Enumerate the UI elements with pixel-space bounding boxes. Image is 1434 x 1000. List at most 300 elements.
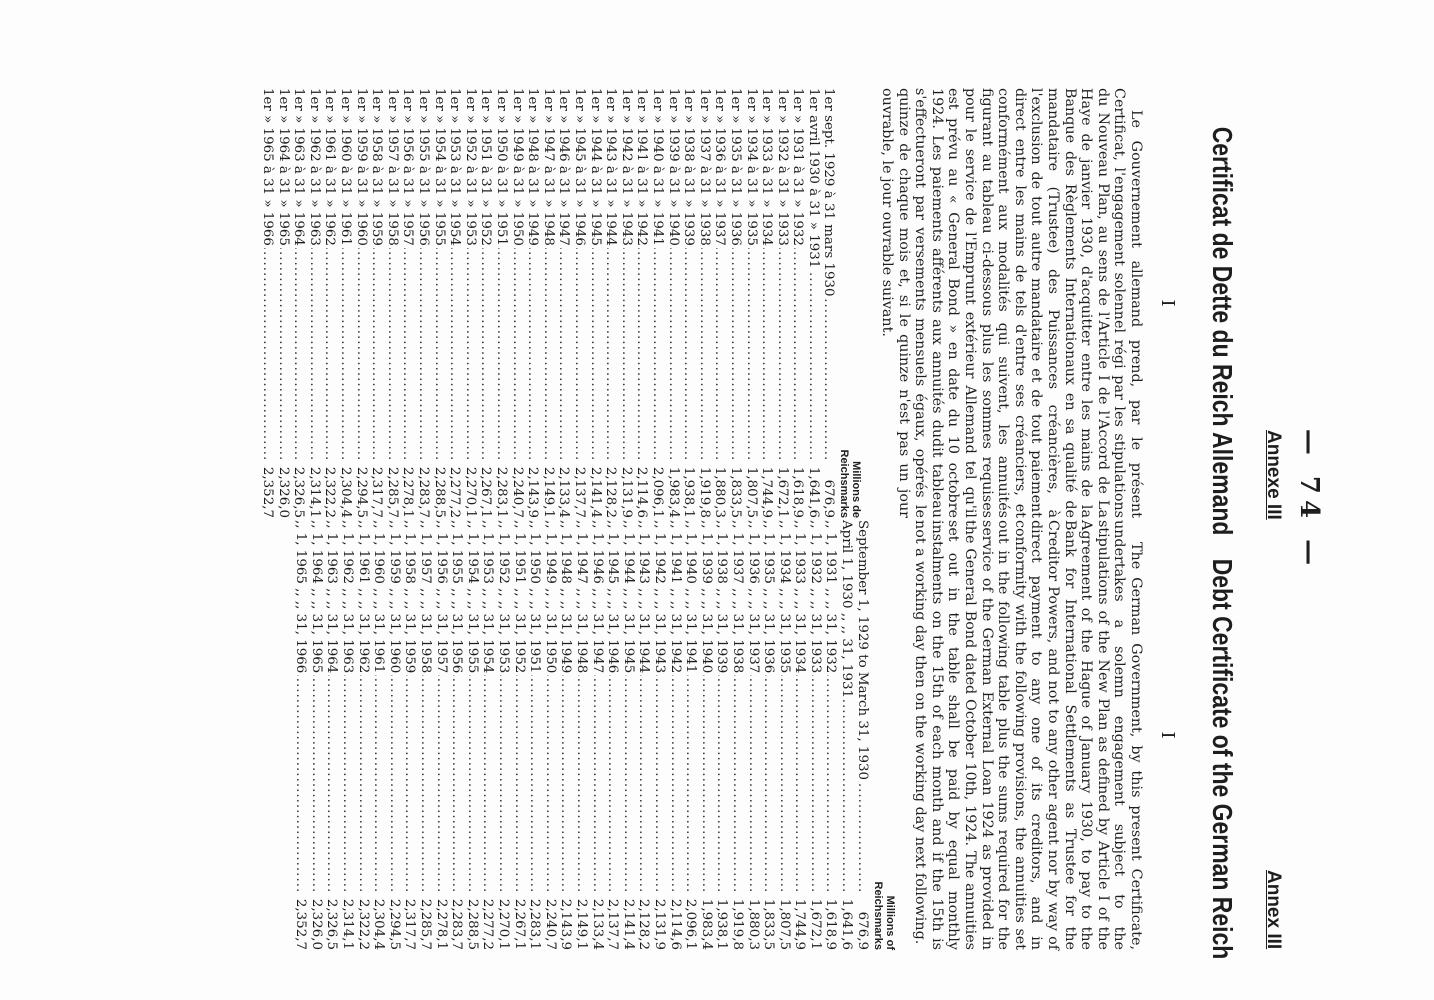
amount-cell: 2,149,1 xyxy=(540,466,556,518)
period-text: 1er sept. 1929 à 31 mars 1930 xyxy=(821,88,837,297)
table-row xyxy=(667,520,683,950)
amount-cell: 2,096,1 xyxy=(649,466,665,518)
period-cell xyxy=(571,88,587,460)
amount-cell: 2,133,4 xyxy=(589,898,605,950)
amount-cell: 2,314,1 xyxy=(340,898,356,950)
table-row xyxy=(558,520,574,950)
period-cell xyxy=(805,88,821,460)
period-text: 1er » 1944 à 31 » 1945 xyxy=(587,88,603,246)
table-row xyxy=(431,88,447,518)
english-column xyxy=(293,520,1254,960)
table-row xyxy=(306,88,322,518)
period-text: ,, 1, 1958 ,, ,, 31, 1959 xyxy=(402,520,418,674)
french-unit-line1: Millions de xyxy=(850,461,863,518)
period-text: ,, 1, 1957 ,, ,, 31, 1958 xyxy=(418,520,434,674)
amount-cell: 2,283,7 xyxy=(449,898,465,950)
amount-cell: 1,618,9 xyxy=(790,466,806,518)
annex-label-english: Annex III xyxy=(1263,870,1284,950)
table-row xyxy=(480,520,496,950)
amount-cell: 2,131,9 xyxy=(618,466,634,518)
period-text: 1er » 1961 à 31 » 1962 xyxy=(322,88,338,246)
french-section-number: I xyxy=(1157,299,1178,307)
table-row xyxy=(821,88,837,518)
table-row xyxy=(509,88,525,518)
period-text: ,, 1, 1962 ,, ,, 31, 1963 xyxy=(340,520,356,674)
period-text: ,, 1, 1956 ,, ,, 31, 1957 xyxy=(433,520,449,674)
period-cell xyxy=(322,88,338,460)
period-cell xyxy=(792,520,808,892)
amount-cell: 2,283,7 xyxy=(416,466,432,518)
french-paragraph: Le Gouvernement allemand prend, par le présent Certificat, l'engagement solennel régi par les stipulations du Nouveau Plan, au sens de l'Article I de l'Accord de La Haye de janvier 1930, d'acquitter entre les mains de la Banque des Règlements Internationaux en sa qualité de mandataire (Trustee) des Puissances créancières, à l'exclusion de tout autre mandataire et de tout paiement direct entre les mains de tels d'entre ses créanciers, et conformément aux modalités qui suivent, les annuités figurant au tableau ci-dessous plus les sommes requises pour le service de l'Emprunt extérieur Allemand tel qu'il est prévu au « General Bond » en date du 10 octobre 1924. Les paiements afférents aux annuités dudit tableau s'effectueront par versements mensuels égaux, opérés le quinze de chaque mois et, si le quinze n'est pas un jour ouvrable, le jour ouvrable suivant. xyxy=(879,88,1144,518)
amount-cell: 1,672,1 xyxy=(774,466,790,518)
table-row xyxy=(649,88,665,518)
period-cell xyxy=(480,520,496,892)
period-text: ,, 1, 1950 ,, ,, 31, 1951 xyxy=(527,520,543,674)
amount-cell: 2,143,9 xyxy=(525,466,541,518)
amount-cell: 2,141,4 xyxy=(587,466,603,518)
period-cell xyxy=(665,88,681,460)
period-cell xyxy=(807,520,823,892)
period-cell xyxy=(308,520,324,892)
table-row xyxy=(464,520,480,950)
period-cell xyxy=(306,88,322,460)
period-cell xyxy=(774,88,790,460)
english-unit-line1: Millions of xyxy=(883,895,896,950)
table-row xyxy=(493,88,509,518)
amount-cell: 2,326,0 xyxy=(308,898,324,950)
period-cell xyxy=(511,520,527,892)
period-text: ,, 1, 1938 ,, ,, 31, 1939 xyxy=(714,520,730,674)
table-row xyxy=(511,520,527,950)
period-cell xyxy=(636,520,652,892)
amount-cell: 2,317,7 xyxy=(369,466,385,518)
table-row xyxy=(495,520,511,950)
period-cell xyxy=(839,520,855,892)
page-number: — 74 — xyxy=(1294,428,1324,572)
amount-cell: 2,294,5 xyxy=(353,466,369,518)
period-text: 1er » 1956 à 31 » 1957 xyxy=(400,88,416,246)
table-row xyxy=(729,520,745,950)
table-row xyxy=(745,520,761,950)
period-cell xyxy=(495,520,511,892)
amount-cell: 2,149,1 xyxy=(574,898,589,950)
period-cell xyxy=(415,88,431,460)
table-row xyxy=(681,88,697,518)
period-text: ,, 1, 1933 ,, ,, 31, 1934 xyxy=(792,520,808,674)
period-text: September 1, 1929 to March 31, 1930 xyxy=(854,520,870,780)
amount-cell: 2,285,7 xyxy=(418,898,434,950)
period-text: 1er » 1958 à 31 » 1959 xyxy=(369,88,385,246)
table-row xyxy=(573,520,589,950)
amount-cell: 2,278,1 xyxy=(400,466,416,518)
period-text: ,, 1, 1942 ,, ,, 31, 1943 xyxy=(651,520,667,674)
period-cell xyxy=(402,520,418,892)
table-row xyxy=(275,88,291,518)
amount-cell: 2,128,2 xyxy=(603,466,619,518)
table-row xyxy=(727,88,743,518)
period-cell xyxy=(649,88,665,460)
amount-cell: 2,137,7 xyxy=(605,898,621,950)
period-text: ,, 1, 1944 ,, ,, 31, 1945 xyxy=(620,520,636,674)
amount-cell: 1,833,5 xyxy=(727,466,743,518)
amount-cell: 2,114,6 xyxy=(634,466,650,518)
period-text: 1er avril 1930 à 31 » 1931 xyxy=(805,88,821,269)
period-text: 1er » 1945 à 31 » 1946 xyxy=(572,88,587,246)
amount-cell: 1,618,9 xyxy=(823,898,839,950)
period-cell xyxy=(620,520,636,892)
period-cell xyxy=(417,520,433,892)
table-row xyxy=(340,520,356,950)
amount-cell: 2,285,7 xyxy=(384,466,400,518)
period-cell xyxy=(558,520,574,892)
period-text: 1er » 1932 à 31 » 1933 xyxy=(774,88,790,246)
period-cell xyxy=(618,88,634,460)
table-row xyxy=(415,88,431,518)
table-row xyxy=(556,88,572,518)
table-row xyxy=(433,520,449,950)
period-cell xyxy=(556,88,572,460)
amount-cell: 1,880,3 xyxy=(712,466,728,518)
french-unit-header xyxy=(839,88,863,518)
table-row xyxy=(714,520,730,950)
table-row xyxy=(790,88,806,518)
period-text: ,, 1, 1965 ,, ,, 31, 1966 xyxy=(293,520,309,674)
table-row xyxy=(683,520,699,950)
table-row xyxy=(651,520,667,950)
period-cell xyxy=(698,520,714,892)
period-cell xyxy=(573,520,589,892)
period-text: ,, 1, 1955 ,, ,, 31, 1956 xyxy=(449,520,465,674)
period-text: 1er » 1938 à 31 » 1939 xyxy=(681,88,697,246)
period-text: ,, 1, 1949 ,, ,, 31, 1950 xyxy=(542,520,558,674)
period-text: 1er » 1957 à 31 » 1958 xyxy=(384,88,400,246)
period-cell xyxy=(324,520,340,892)
period-cell xyxy=(790,88,806,460)
table-row xyxy=(462,88,478,518)
period-cell xyxy=(776,520,792,892)
amount-cell: 2,326,5 xyxy=(291,466,307,518)
period-cell xyxy=(605,520,621,892)
table-row xyxy=(355,520,371,950)
period-text: 1er » 1941 à 31 » 1942 xyxy=(634,88,650,246)
amount-cell: 2,133,4 xyxy=(556,466,572,518)
table-row xyxy=(776,520,792,950)
english-title: Debt Certificate of the German Reich xyxy=(1207,558,1238,960)
amount-cell: 2,278,1 xyxy=(433,898,449,950)
period-text: 1er » 1949 à 31 » 1950 xyxy=(509,88,525,246)
amount-cell: 2,322,2 xyxy=(322,466,338,518)
period-cell xyxy=(355,520,371,892)
period-cell xyxy=(696,88,712,460)
english-annuity-table xyxy=(293,520,870,950)
amount-cell: 2,141,4 xyxy=(620,898,636,950)
period-cell xyxy=(340,520,356,892)
table-row xyxy=(402,520,418,950)
table-row xyxy=(386,520,402,950)
amount-cell: 2,283,1 xyxy=(527,898,543,950)
period-cell xyxy=(275,88,291,460)
french-title: Certificat de Dette du Reich Allemand xyxy=(1207,126,1238,536)
period-cell xyxy=(431,88,447,460)
table-row xyxy=(353,88,369,518)
period-cell xyxy=(821,88,837,460)
period-cell xyxy=(683,520,699,892)
period-cell xyxy=(542,520,558,892)
amount-cell: 2,131,9 xyxy=(651,898,667,950)
period-text: ,, 1, 1940 ,, ,, 31, 1941 xyxy=(683,520,699,674)
table-row xyxy=(743,88,759,518)
period-cell xyxy=(587,88,603,460)
amount-cell: 2,322,2 xyxy=(355,898,371,950)
amount-cell: 2,317,7 xyxy=(402,898,418,950)
amount-cell: 2,294,5 xyxy=(386,898,402,950)
amount-cell: 2,267,1 xyxy=(511,898,527,950)
table-row xyxy=(589,520,605,950)
period-text: ,, 1, 1946 ,, ,, 31, 1947 xyxy=(589,520,605,674)
table-row xyxy=(571,88,587,518)
period-text: 1er » 1940 à 31 » 1941 xyxy=(649,88,665,246)
amount-cell: 2,283,1 xyxy=(494,466,510,518)
table-row xyxy=(400,88,416,518)
amount-cell: 676,9 xyxy=(821,479,837,518)
table-row xyxy=(291,88,307,518)
amount-cell: 1,919,8 xyxy=(729,898,745,950)
english-paragraph: The German Government, by this present Certificate, undertakes a solemn engagement subject to the stipulations of the New Plan as defined by Article I of the Agreement of the Hague of January 1930, to pay to the Bank for International Settlements as Trustee for the Creditor Powers, and not to any other agent nor by way of direct payment to any one of its creditors, and in conformity with the following provisions, the annuities set out in the following table plus the sums required for the service of the German External Loan 1924 as provided in the General Bond dated October 10th, 1924. The annuities set out in the table shall be paid by equal monthly instalments on the 15th of each month and if the 15th is not a working day then on the working day next following. xyxy=(912,520,1144,950)
amount-cell: 676,9 xyxy=(854,911,870,950)
period-text: 1er » 1953 à 31 » 1954 xyxy=(447,88,463,246)
amount-cell: 2,143,9 xyxy=(558,898,574,950)
period-cell xyxy=(823,520,839,892)
amount-cell: 2,267,1 xyxy=(478,466,494,518)
period-text: ,, 1, 1932 ,, ,, 31, 1933 xyxy=(807,520,823,674)
period-text: ,, 1, 1951 ,, ,, 31, 1952 xyxy=(511,520,527,674)
table-row xyxy=(260,88,276,518)
period-cell xyxy=(371,520,387,892)
period-text: 1er » 1946 à 31 » 1947 xyxy=(556,88,572,246)
period-text: 1er » 1931 à 31 » 1932 xyxy=(790,88,806,246)
table-row xyxy=(369,88,385,518)
period-text: 1er » 1965 à 31 » 1966 xyxy=(260,88,276,246)
amount-cell: 2,304,4 xyxy=(371,898,387,950)
french-annuity-table xyxy=(260,88,837,518)
period-text: ,, 1, 1960 ,, ,, 31, 1961 xyxy=(371,520,387,674)
period-cell xyxy=(260,88,276,460)
table-row xyxy=(665,88,681,518)
table-row xyxy=(525,88,541,518)
french-unit-line2: Reichsmarks xyxy=(838,449,851,518)
period-cell xyxy=(759,88,775,460)
table-row xyxy=(605,520,621,950)
amount-cell: 2,288,5 xyxy=(431,466,447,518)
table-row xyxy=(759,88,775,518)
amount-cell: 1,983,4 xyxy=(665,466,681,518)
amount-cell: 2,326,5 xyxy=(324,898,340,950)
table-row xyxy=(587,88,603,518)
period-text: ,, 1, 1941 ,, ,, 31, 1942 xyxy=(667,520,683,674)
period-text: 1er » 1943 à 31 » 1944 xyxy=(603,88,619,246)
period-text: 1er » 1933 à 31 » 1934 xyxy=(759,88,775,246)
period-text: 1er » 1934 à 31 » 1935 xyxy=(743,88,759,246)
amount-cell: 1,919,8 xyxy=(696,466,712,518)
period-cell xyxy=(603,88,619,460)
period-text: ,, 1, 1943 ,, ,, 31, 1944 xyxy=(636,520,652,674)
period-text: 1er » 1937 à 31 » 1938 xyxy=(696,88,712,246)
amount-cell: 1,938,1 xyxy=(714,898,730,950)
table-row xyxy=(540,88,556,518)
period-cell xyxy=(447,88,463,460)
amount-cell: 2,326,0 xyxy=(275,466,291,518)
period-cell xyxy=(651,520,667,892)
period-cell xyxy=(400,88,416,460)
period-cell xyxy=(634,88,650,460)
period-text: 1er » 1960 à 31 » 1961 xyxy=(338,88,354,246)
period-text: 1er » 1959 à 31 » 1960 xyxy=(353,88,369,246)
period-text: 1er » 1936 à 31 » 1937 xyxy=(712,88,728,246)
table-row xyxy=(542,520,558,950)
period-cell xyxy=(743,88,759,460)
english-unit-header xyxy=(872,520,896,950)
period-text: ,, 1, 1945 ,, ,, 31, 1946 xyxy=(605,520,621,674)
table-row xyxy=(854,520,870,950)
amount-cell: 1,641,6 xyxy=(805,466,821,518)
amount-cell: 1,807,5 xyxy=(776,898,792,950)
table-row xyxy=(417,520,433,950)
period-text: 1er » 1955 à 31 » 1956 xyxy=(416,88,432,246)
period-text: 1er » 1942 à 31 » 1943 xyxy=(618,88,634,246)
period-cell xyxy=(854,520,870,892)
amount-cell: 2,128,2 xyxy=(636,898,652,950)
period-text: ,, 1, 1935 ,, ,, 31, 1936 xyxy=(761,520,777,674)
table-row xyxy=(774,88,790,518)
table-row xyxy=(636,520,652,950)
amount-cell: 1,744,9 xyxy=(792,898,808,950)
table-row xyxy=(384,88,400,518)
amount-cell: 1,744,9 xyxy=(759,466,775,518)
period-text: ,, 1, 1954 ,, ,, 31, 1955 xyxy=(464,520,480,674)
amount-cell: 1,807,5 xyxy=(743,466,759,518)
table-row xyxy=(603,88,619,518)
table-row xyxy=(620,520,636,950)
table-row xyxy=(698,520,714,950)
period-cell xyxy=(681,88,697,460)
table-row xyxy=(634,88,650,518)
period-cell xyxy=(525,88,541,460)
period-cell xyxy=(433,520,449,892)
amount-cell: 1,938,1 xyxy=(681,466,697,518)
amount-cell: 2,270,1 xyxy=(462,466,478,518)
period-cell xyxy=(353,88,369,460)
amount-cell: 2,277,2 xyxy=(480,898,496,950)
amount-cell: 1,672,1 xyxy=(807,898,823,950)
amount-cell: 1,880,3 xyxy=(745,898,761,950)
period-text: ,, 1, 1939 ,, ,, 31, 1940 xyxy=(698,520,714,674)
period-cell xyxy=(712,88,728,460)
period-cell xyxy=(386,520,402,892)
period-text: ,, 1, 1948 ,, ,, 31, 1949 xyxy=(558,520,574,674)
period-text: ,, 1, 1937 ,, ,, 31, 1938 xyxy=(729,520,745,674)
period-cell xyxy=(338,88,354,460)
amount-cell: 2,314,1 xyxy=(306,466,322,518)
english-unit-line2: Reichsmarks xyxy=(871,881,884,950)
amount-cell: 1,641,6 xyxy=(839,898,855,950)
table-row xyxy=(761,520,777,950)
table-row xyxy=(449,520,465,950)
amount-cell: 2,096,1 xyxy=(683,898,699,950)
period-text: 1er » 1939 à 31 » 1940 xyxy=(665,88,681,246)
period-text: 1er » 1950 à 31 » 1951 xyxy=(494,88,510,246)
period-cell xyxy=(293,520,309,892)
period-cell xyxy=(761,520,777,892)
annex-label-french: Annexe III xyxy=(1263,430,1284,520)
table-row xyxy=(478,88,494,518)
table-row xyxy=(527,520,543,950)
amount-cell: 2,240,7 xyxy=(509,466,525,518)
period-cell xyxy=(667,520,683,892)
period-text: ,, 1, 1947 ,, ,, 31, 1948 xyxy=(574,520,589,674)
period-cell xyxy=(509,88,525,460)
period-text: 1er » 1954 à 31 » 1955 xyxy=(431,88,447,246)
period-cell xyxy=(589,520,605,892)
amount-cell: 2,288,5 xyxy=(464,898,480,950)
amount-cell: 1,983,4 xyxy=(698,898,714,950)
period-cell xyxy=(729,520,745,892)
period-cell xyxy=(745,520,761,892)
table-row xyxy=(371,520,387,950)
amount-cell: 1,833,5 xyxy=(761,898,777,950)
period-cell xyxy=(527,520,543,892)
period-cell xyxy=(291,88,307,460)
period-text: ,, 1, 1959 ,, ,, 31, 1960 xyxy=(386,520,402,674)
table-row xyxy=(293,520,309,950)
period-text: April 1, 1930 ,, ,, 31, 1931 xyxy=(839,520,855,699)
period-text: 1er » 1935 à 31 » 1936 xyxy=(727,88,743,246)
table-row xyxy=(839,520,855,950)
period-cell xyxy=(384,88,400,460)
french-column xyxy=(260,88,1254,536)
period-text: ,, 1, 1953 ,, ,, 31, 1954 xyxy=(480,520,496,674)
table-row xyxy=(792,520,808,950)
english-section-number: I xyxy=(1157,731,1178,739)
period-text: ,, 1, 1934 ,, ,, 31, 1935 xyxy=(776,520,792,674)
period-text: 1er » 1952 à 31 » 1953 xyxy=(462,88,478,246)
amount-cell: 2,304,4 xyxy=(338,466,354,518)
period-text: 1er » 1964 à 31 » 1965 xyxy=(275,88,291,246)
period-cell xyxy=(727,88,743,460)
period-cell xyxy=(540,88,556,460)
period-text: 1er » 1948 à 31 » 1949 xyxy=(525,88,541,246)
period-text: 1er » 1962 à 31 » 1963 xyxy=(306,88,322,246)
period-text: ,, 1, 1961 ,, ,, 31, 1962 xyxy=(355,520,371,674)
period-text: ,, 1, 1964 ,, ,, 31, 1965 xyxy=(308,520,324,674)
table-row xyxy=(322,88,338,518)
period-text: 1er » 1951 à 31 » 1952 xyxy=(478,88,494,246)
amount-cell: 2,114,6 xyxy=(667,898,683,950)
period-text: 1er » 1963 à 31 » 1964 xyxy=(291,88,307,246)
table-row xyxy=(447,88,463,518)
period-text: ,, 1, 1952 ,, ,, 31, 1953 xyxy=(496,520,512,674)
table-row xyxy=(805,88,821,518)
period-cell xyxy=(462,88,478,460)
amount-cell: 2,352,7 xyxy=(260,466,276,518)
table-row xyxy=(807,520,823,950)
amount-cell: 2,352,7 xyxy=(293,898,309,950)
period-text: ,, 1, 1936 ,, ,, 31, 1937 xyxy=(745,520,761,674)
period-text: 1er » 1947 à 31 » 1948 xyxy=(540,88,556,246)
period-text: ,, 1, 1963 ,, ,, 31, 1964 xyxy=(324,520,340,674)
table-row xyxy=(338,88,354,518)
amount-cell: 2,137,7 xyxy=(572,466,587,518)
table-row xyxy=(618,88,634,518)
